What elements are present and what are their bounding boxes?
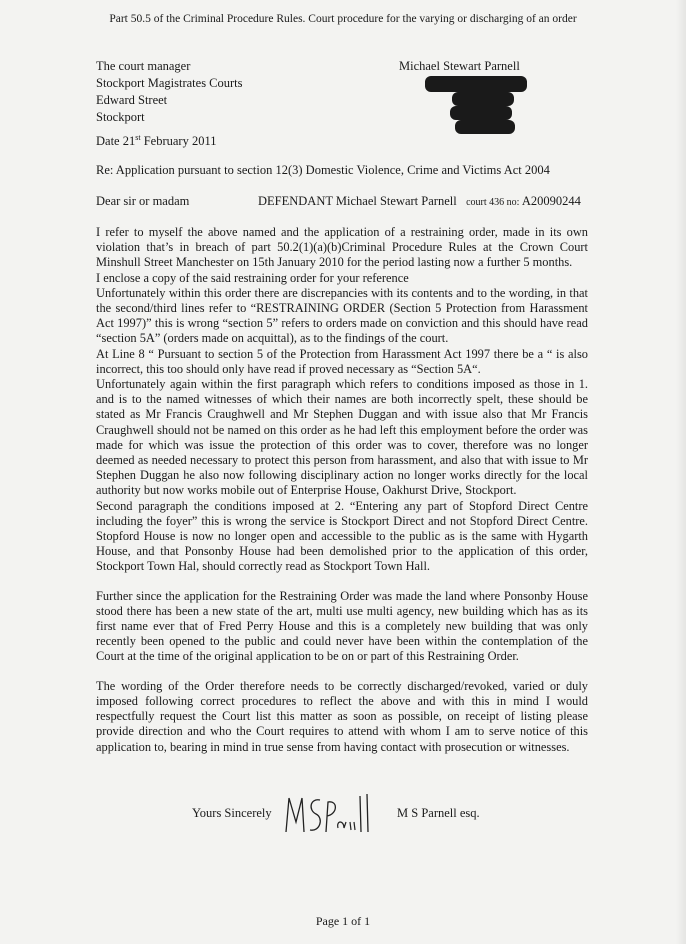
date-ordinal: st: [135, 132, 141, 142]
page-header: Part 50.5 of the Criminal Procedure Rules. Court procedure for the varying or discharging of an order: [109, 13, 577, 25]
date-prefix: Date 21: [96, 134, 136, 148]
recipient-line: Stockport Magistrates Courts: [96, 76, 243, 90]
page-footer: Page 1 of 1: [315, 914, 371, 928]
court-number: A20090244: [519, 194, 581, 208]
body-paragraph: Unfortunately within this order there are discrepancies with its contents and to the wording, in that the second/third lines refer to “RESTRAINING ORDER (Section 5 Protection from Harassment Act 1997)” this is wrong “section 5” refers to orders made on conviction and this should have read “section 5A” (orders made on acquittal), as to the findings of the court.: [96, 285, 588, 346]
re-line: Re: Application pursuant to section 12(3) Domestic Violence, Crime and Victims Act 2004: [96, 163, 550, 177]
body-paragraph: The wording of the Order therefore needs to be correctly discharged/revoked, varied or duly imposed following correct procedures to reflect the above and with this in mind I would respectfully request the Court list this matter as soon as possible, on receipt of listing please provide direction and who the Court requires to attend with whom I am to serve notice of this application to, bearing in mind in true sense from having contact with prosecution or witnesses.: [96, 678, 588, 754]
body-paragraph: Further since the application for the Restraining Order was made the land where Ponsonby House stood there has been a new state of the art, multi use multi agency, new building which has as its first name ever that of Fred Perry House and this is a completely new building that was only recently been opened to the public and could never have been within the contemplation of the Court at the time of the original application to be on or part of this Restraining Order.: [96, 588, 588, 664]
handwritten-signature: [280, 792, 375, 837]
recipient-address: [96, 58, 243, 126]
body-paragraph: Unfortunately again within the first paragraph which refers to conditions imposed as those in 1. and is to the named witnesses of which their names are both incorrectly spelt, these should be stated as Mr Francis Craughwell and Mr Stephen Duggan and with issue also that Mr Francis Craughwell should not be named on this order as he had left this employment before the order was made for which was issue the protection of this order was to cover, therefore was no longer deemed as needed necessary to protect this person from harassment, and also that with issue to Mr Stephen Duggan he also now following disciplinary action no longer works directly for the local authority but now works mobile out of Enterprise House, Oakhurst Drive, Stockport.: [96, 377, 588, 498]
court-label: court 436 no:: [466, 197, 520, 208]
body-paragraph: Second paragraph the conditions imposed at 2. “Entering any part of Stopford Direct Centre including the foyer” this is wrong the service is Stockport Direct and not Stopford Direct Centre. Stopford House is now no longer open and accessible to the public as is the same with Hygarth House, and that Ponsonby House had been demolished prior to the application of this order, Stockport Town Hal, should correctly read as Stockport Town Hall.: [96, 498, 588, 574]
redacted-address-line: [452, 92, 514, 106]
redacted-address-line: [455, 120, 515, 134]
recipient-line: The court manager: [96, 59, 191, 73]
sender-name: Michael Stewart Parnell: [399, 59, 520, 73]
recipient-line: Stockport: [96, 110, 145, 124]
body-paragraph: I refer to myself the above named and the application of a restraining order, made in its own violation that’s in breach of part 50.2(1)(a)(b)Criminal Procedure Rules at the Crown Court Minshull Street Manchester on 15th January 2010 for the period lasting now a further 5 months.: [96, 225, 588, 270]
defendant-label: DEFENDANT Michael Stewart Parnell: [258, 194, 457, 208]
closing-block: [0, 792, 686, 842]
letter-body: [96, 225, 588, 755]
defendant-line: [258, 194, 581, 209]
recipient-line: Edward Street: [96, 93, 168, 107]
letter-date: [96, 134, 217, 149]
body-paragraph: I enclose a copy of the said restraining order for your reference: [96, 270, 409, 285]
sender-signoff-name: M S Parnell esq.: [397, 806, 480, 820]
yours-sincerely: Yours Sincerely: [192, 806, 272, 820]
redacted-address-line: [425, 76, 527, 92]
date-suffix: February 2011: [140, 134, 217, 148]
redacted-address-line: [450, 106, 512, 120]
body-paragraph: At Line 8 “ Pursuant to section 5 of the Protection from Harassment Act 1997 there be a “ is also incorrect, this too should only have read if proved necessary as “Section 5A“.: [96, 346, 588, 376]
salutation: Dear sir or madam: [96, 194, 190, 208]
